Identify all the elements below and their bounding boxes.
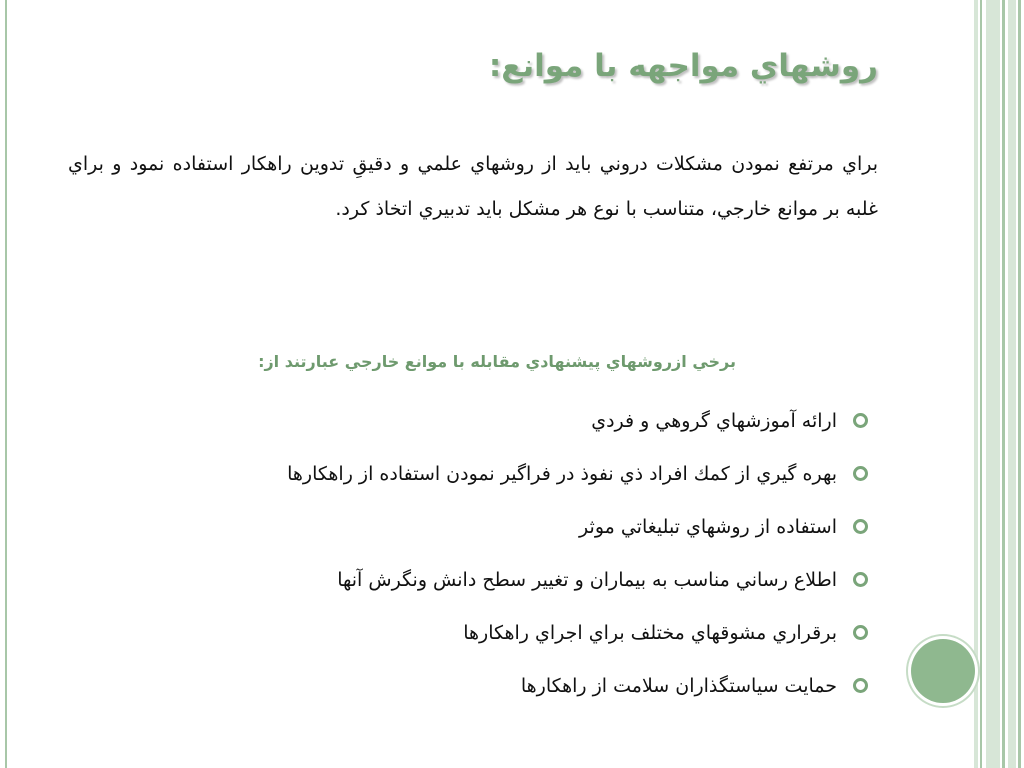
- list-item: [287, 500, 836, 553]
- list-item: [287, 606, 836, 659]
- intro-paragraph: براي مرتفع نمودن مشكلات دروني بايد از روشهاي علمي و دقيقِ تدوين راهكار استفاده نمود و براي غلبه بر موانع خارجي، متناسب با نوع هر مشكل بايد تدبيري اتخاذ كرد.: [68, 153, 878, 220]
- left-border-line: [5, 0, 7, 768]
- stripe: [974, 0, 978, 768]
- stripe: [1002, 0, 1005, 768]
- bullet-text: اطلاع رساني مناسب به بيماران و تغيير سطح دانش ونگرش آنها: [337, 568, 837, 591]
- ring-bullet-icon: [853, 625, 868, 640]
- decorative-circle-icon: [911, 639, 975, 703]
- bullet-text: برقراري مشوقهاي مختلف براي اجراي راهكارها: [463, 621, 837, 644]
- ring-bullet-icon: [853, 466, 868, 481]
- ring-bullet-icon: [853, 519, 868, 534]
- stripe: [1008, 0, 1016, 768]
- stripe: [980, 0, 982, 768]
- bullet-list: [287, 394, 836, 712]
- stripe: [986, 0, 1000, 768]
- list-item: [287, 659, 836, 712]
- right-decorative-stripes: [974, 0, 1024, 768]
- bullet-text: بهره گيري از كمك افراد ذي نفوذ در فراگير نمودن استفاده از راهكارها: [287, 462, 837, 485]
- stripe: [1018, 0, 1021, 768]
- bullet-text: استفاده از روشهاي تبليغاتي موثر: [579, 515, 837, 538]
- ring-bullet-icon: [853, 413, 868, 428]
- ring-bullet-icon: [853, 572, 868, 587]
- slide-title: روشهاي مواجهه با موانع:: [488, 48, 878, 84]
- ring-bullet-icon: [853, 678, 868, 693]
- list-item: [287, 447, 836, 500]
- list-item: [287, 553, 836, 606]
- list-item: [287, 394, 836, 447]
- bullet-text: حمايت سياستگذاران سلامت از راهكارها: [520, 674, 837, 697]
- subheading: برخي ازروشهاي پيشنهادي مقابله با موانع خارجي عبارتند از:: [258, 352, 736, 371]
- bullet-text: ارائه آموزشهاي گروهي و فردي: [591, 409, 837, 432]
